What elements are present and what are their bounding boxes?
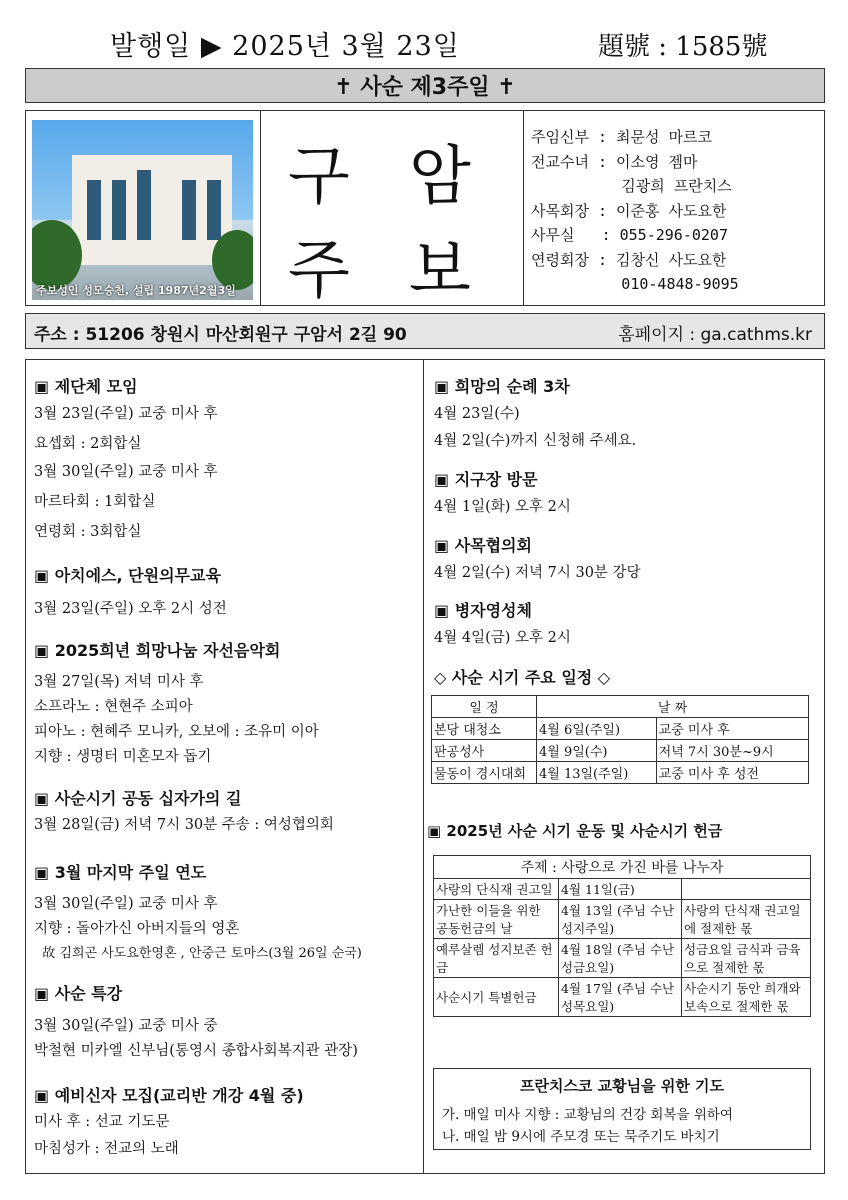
staff-line: 연령회장 : 김창신 사도요한 [531,250,727,269]
section-line: 요셉회 : 2회합실 [34,436,142,452]
section-title: ▣ 제단체 모임 [34,377,138,396]
schedule-cell: 4월 13일(주일) [537,762,657,784]
section-line: 3월 23일(주일) 오후 2시 성전 [34,601,227,617]
divider [523,111,524,305]
section-line: 4월 23일(수) [434,406,520,422]
column-divider [423,360,424,1173]
schedule-cell: 4월 9일(수) [537,740,657,762]
section-line: 연령회 : 3회합실 [34,524,142,540]
section-line: 3월 30일(주일) 교중 미사 중 [34,1018,218,1034]
offering-cell: 사순시기 동안 희개와 보속으로 절제한 몫 [682,978,811,1017]
prayer-title: 프란치스코 교황님을 위한 기도 [519,1077,725,1095]
divider [260,111,261,305]
schedule-cell: 교중 미사 후 성전 [656,762,808,784]
issue-date: 발행일 ▶ 2025년 3월 23일 [110,31,460,62]
offering-cell: 예루살렘 성지보존 헌금 [434,939,559,978]
section-line: 3월 30일(주일) 교중 미사 후 [34,896,218,912]
section-title: ▣ 희망의 순례 3차 [434,377,570,396]
offering-cell: 4월 13일 (주님 수난 성지주일) [559,900,682,939]
schedule-cell: 물동이 경시대회 [432,762,537,784]
schedule-title: ◇ 사순 시기 주요 일정 ◇ [434,668,611,687]
issue-number: 題號 : 1585號 [598,32,768,62]
section-line: 미사 후 : 선교 기도문 [34,1114,170,1130]
section-title: ▣ 2025희년 희망나눔 자선음악회 [34,641,281,660]
section-line: 소프라노 : 현현주 소피아 [34,699,193,715]
offering-title: ▣ 2025년 사순 시기 운동 및 사순시기 헌금 [427,822,723,840]
window [182,180,196,240]
section-title: ▣ 예비신자 모집(교리반 개강 4월 중) [34,1086,304,1105]
staff-line: 전교수녀 : 이소영 젬마 [531,152,698,171]
window [137,170,151,240]
section-line: 3월 23일(주일) 교중 미사 후 [34,406,218,422]
section-title: ▣ 3월 마지막 주일 연도 [34,863,207,882]
staff-line: 사목회장 : 이준홍 사도요한 [531,201,727,220]
offering-cell: 4월 17일 (주님 수난 성목요일) [559,978,682,1017]
prayer-line: 나. 매일 밤 9시에 주모경 또는 묵주기도 바치기 [442,1129,720,1145]
section-line: 3월 30일(주일) 교중 미사 후 [34,464,218,480]
title-char: 암 [409,140,471,214]
offering-cell: 4월 11일(금) [559,879,682,900]
offering-cell: 가난한 이들을 위한 공동헌금의 날 [434,900,559,939]
offering-table [433,855,811,1017]
section-line: 3월 28일(금) 저녁 7시 30분 주송 : 여성협의회 [34,817,334,833]
offering-cell [682,879,811,900]
address: 주소 : 51206 창원시 마산회원구 구암서 2길 90 [34,325,407,345]
section-line: 4월 2일(수) 저녁 7시 30분 강당 [434,565,641,581]
section-line: 지향 : 돌아가신 아버지들의 영혼 [34,921,240,937]
schedule-header: 날 짜 [537,696,809,718]
title-char: 구 [288,140,350,214]
section-line: 마르타회 : 1회합실 [34,494,156,510]
offering-cell: 사랑의 단식재 권고일 [434,879,559,900]
section-line: 피아노 : 현혜주 모니카, 오보에 : 조유미 이아 [34,724,319,740]
staff-list [531,125,739,297]
offering-cell: 사순시기 특별헌금 [434,978,559,1017]
photo-caption: 주보성인 성모승천, 설립 1987년2월3일 [36,284,236,297]
section-title: ▣ 사목협의회 [434,536,532,555]
title-char: 보 [409,234,471,308]
banner-title: ✝ 사순 제3주일 ✝ [25,68,825,103]
section-title: ▣ 아치에스, 단원의무교육 [34,566,221,585]
section-title: ▣ 사순 특강 [34,984,123,1003]
offering-cell: 성금요일 금식과 금육으로 절제한 몫 [682,939,811,978]
schedule-cell: 본당 대청소 [432,718,537,740]
staff-line: 주임신부 : 최문성 마르코 [531,128,713,146]
window [112,180,126,240]
section-line: 박철현 미카엘 신부님(통영시 종합사회복지관 관장) [34,1043,358,1059]
staff-line: 010-4848-9095 [531,275,739,293]
schedule-table [431,695,809,784]
staff-line: 김광희 프란치스 [531,177,732,195]
section-line: 3월 27일(목) 저녁 미사 후 [34,674,204,690]
schedule-cell: 4월 6일(주일) [537,718,657,740]
schedule-header: 일 정 [432,696,537,718]
section-line: 故 김희곤 사도요한영혼 , 안중근 토마스(3월 26일 순국) [34,946,362,961]
content-box [25,359,825,1174]
schedule-cell: 판공성사 [432,740,537,762]
section-line: 4월 4일(금) 오후 2시 [434,630,571,646]
section-line: 마침성가 : 전교의 노래 [34,1141,179,1157]
section-title: ▣ 지구장 방문 [434,470,538,489]
offering-cell: 4월 18일 (주님 수난 성금요일) [559,939,682,978]
section-line: 4월 2일(수)까지 신청해 주세요. [434,433,637,449]
staff-line: 사무실 : 055-296-0207 [531,226,728,244]
window [207,180,221,240]
masthead [25,110,825,306]
section-title: ▣ 사순시기 공동 십자가의 길 [34,789,242,808]
prayer-line: 가. 매일 미사 지향 : 교황님의 건강 회복을 위하여 [442,1107,733,1123]
schedule-cell: 교중 미사 후 [656,718,808,740]
address-bar [25,313,825,349]
church-photo [32,120,253,300]
homepage[interactable]: 홈페이지 : ga.cathms.kr [618,325,812,345]
tree [212,230,253,290]
offering-cell: 사랑의 단식재 권고일에 절제한 몫 [682,900,811,939]
section-line: 지향 : 생명터 미혼모자 돕기 [34,749,212,765]
section-title: ▣ 병자영성체 [434,601,532,620]
window [87,180,101,240]
prayer-box [433,1068,811,1150]
offering-theme: 주제 : 사랑으로 가진 바를 나누자 [434,856,811,879]
schedule-cell: 저녁 7시 30분~9시 [656,740,808,762]
section-line: 4월 1일(화) 오후 2시 [434,499,571,515]
title-char: 주 [288,234,350,308]
